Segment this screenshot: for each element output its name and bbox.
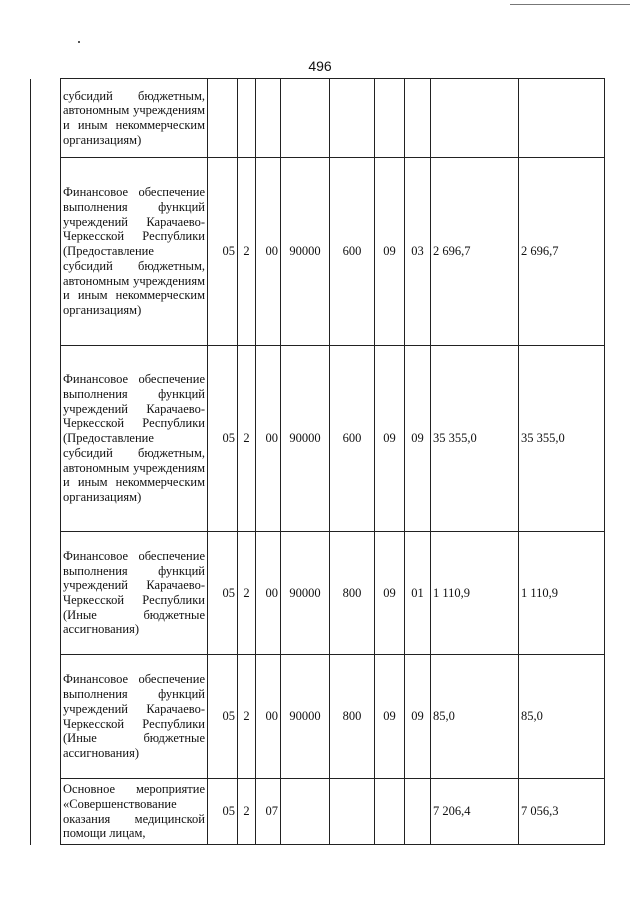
code-cell-5 bbox=[375, 779, 405, 845]
code-cell-5: 09 bbox=[375, 346, 405, 532]
row-name-cell bbox=[61, 158, 208, 346]
code-cell-3: 90000 bbox=[281, 532, 330, 655]
code-cell-3 bbox=[281, 79, 330, 158]
code-cell-4: 800 bbox=[330, 532, 375, 655]
row-number-cell bbox=[31, 79, 61, 158]
row-name: Финансовое обеспечение выполнения функций учреждений Карачаево-Черкесской Республики (Предоставление субсидий бюджетным, автономным учреждениям и иным некоммерческим организациям) bbox=[63, 185, 205, 317]
row-number-cell bbox=[31, 532, 61, 655]
code-cell-4: 800 bbox=[330, 655, 375, 779]
code-cell-0: 05 bbox=[208, 655, 238, 779]
code-cell-2: 00 bbox=[256, 655, 281, 779]
row-name: Финансовое обеспечение выполнения функций учреждений Карачаево-Черкесской Республики (Иные бюджетные ассигнования) bbox=[63, 672, 205, 760]
code-cell-6: 09 bbox=[405, 655, 431, 779]
code-cell-2: 07 bbox=[256, 779, 281, 845]
code-cell-2 bbox=[256, 79, 281, 158]
code-cell-0 bbox=[208, 79, 238, 158]
code-cell-5: 09 bbox=[375, 532, 405, 655]
code-cell-1: 2 bbox=[238, 655, 256, 779]
code-cell-5: 09 bbox=[375, 158, 405, 346]
table-row bbox=[31, 158, 605, 346]
code-cell-4: 600 bbox=[330, 346, 375, 532]
row-name-cell bbox=[61, 532, 208, 655]
table-row bbox=[31, 79, 605, 158]
table-row bbox=[31, 655, 605, 779]
table-row bbox=[31, 346, 605, 532]
budget-table bbox=[30, 78, 605, 845]
row-name-cell bbox=[61, 655, 208, 779]
row-name: Финансовое обеспечение выполнения функций учреждений Карачаево-Черкесской Республики (Предоставление субсидий бюджетным, автономным учреждениям и иным некоммерческим организациям) bbox=[63, 372, 205, 504]
row-number-cell bbox=[31, 779, 61, 845]
value-2-cell: 85,0 bbox=[519, 655, 605, 779]
code-cell-1: 2 bbox=[238, 346, 256, 532]
row-name-cell bbox=[61, 346, 208, 532]
code-cell-3 bbox=[281, 779, 330, 845]
code-cell-6: 03 bbox=[405, 158, 431, 346]
table-row bbox=[31, 532, 605, 655]
row-name: Финансовое обеспечение выполнения функций учреждений Карачаево-Черкесской Республики (Иные бюджетные ассигнования) bbox=[63, 548, 205, 637]
row-name: субсидий бюджетным, автономным учреждениям и иным некоммерческим организациям) bbox=[63, 88, 205, 147]
code-cell-4: 600 bbox=[330, 158, 375, 346]
value-2-cell bbox=[519, 79, 605, 158]
code-cell-2: 00 bbox=[256, 346, 281, 532]
value-2-cell: 7 056,3 bbox=[519, 779, 605, 845]
value-1-cell bbox=[431, 79, 519, 158]
code-cell-3: 90000 bbox=[281, 655, 330, 779]
code-cell-2: 00 bbox=[256, 158, 281, 346]
code-cell-3: 90000 bbox=[281, 158, 330, 346]
scan-dot bbox=[78, 41, 80, 43]
table-row bbox=[31, 779, 605, 845]
code-cell-6 bbox=[405, 779, 431, 845]
row-number-cell bbox=[31, 346, 61, 532]
value-1-cell: 35 355,0 bbox=[431, 346, 519, 532]
code-cell-5: 09 bbox=[375, 655, 405, 779]
code-cell-2: 00 bbox=[256, 532, 281, 655]
code-cell-4 bbox=[330, 779, 375, 845]
row-name: Основное мероприятие «Совершенствование оказания медицинской помощи лицам, bbox=[63, 782, 205, 841]
value-1-cell: 2 696,7 bbox=[431, 158, 519, 346]
code-cell-1 bbox=[238, 79, 256, 158]
code-cell-1: 2 bbox=[238, 532, 256, 655]
value-1-cell: 7 206,4 bbox=[431, 779, 519, 845]
row-name-cell bbox=[61, 79, 208, 158]
value-2-cell: 2 696,7 bbox=[519, 158, 605, 346]
top-edge-mark bbox=[510, 4, 630, 5]
row-number-cell bbox=[31, 158, 61, 346]
code-cell-1: 2 bbox=[238, 158, 256, 346]
code-cell-6 bbox=[405, 79, 431, 158]
value-1-cell: 85,0 bbox=[431, 655, 519, 779]
row-name-cell bbox=[61, 779, 208, 845]
code-cell-0: 05 bbox=[208, 779, 238, 845]
value-1-cell: 1 110,9 bbox=[431, 532, 519, 655]
value-2-cell: 35 355,0 bbox=[519, 346, 605, 532]
code-cell-0: 05 bbox=[208, 532, 238, 655]
value-2-cell: 1 110,9 bbox=[519, 532, 605, 655]
page-number: 496 bbox=[308, 58, 332, 74]
code-cell-6: 09 bbox=[405, 346, 431, 532]
code-cell-5 bbox=[375, 79, 405, 158]
code-cell-0: 05 bbox=[208, 346, 238, 532]
row-number-cell bbox=[31, 655, 61, 779]
code-cell-4 bbox=[330, 79, 375, 158]
code-cell-1: 2 bbox=[238, 779, 256, 845]
code-cell-0: 05 bbox=[208, 158, 238, 346]
code-cell-3: 90000 bbox=[281, 346, 330, 532]
code-cell-6: 01 bbox=[405, 532, 431, 655]
